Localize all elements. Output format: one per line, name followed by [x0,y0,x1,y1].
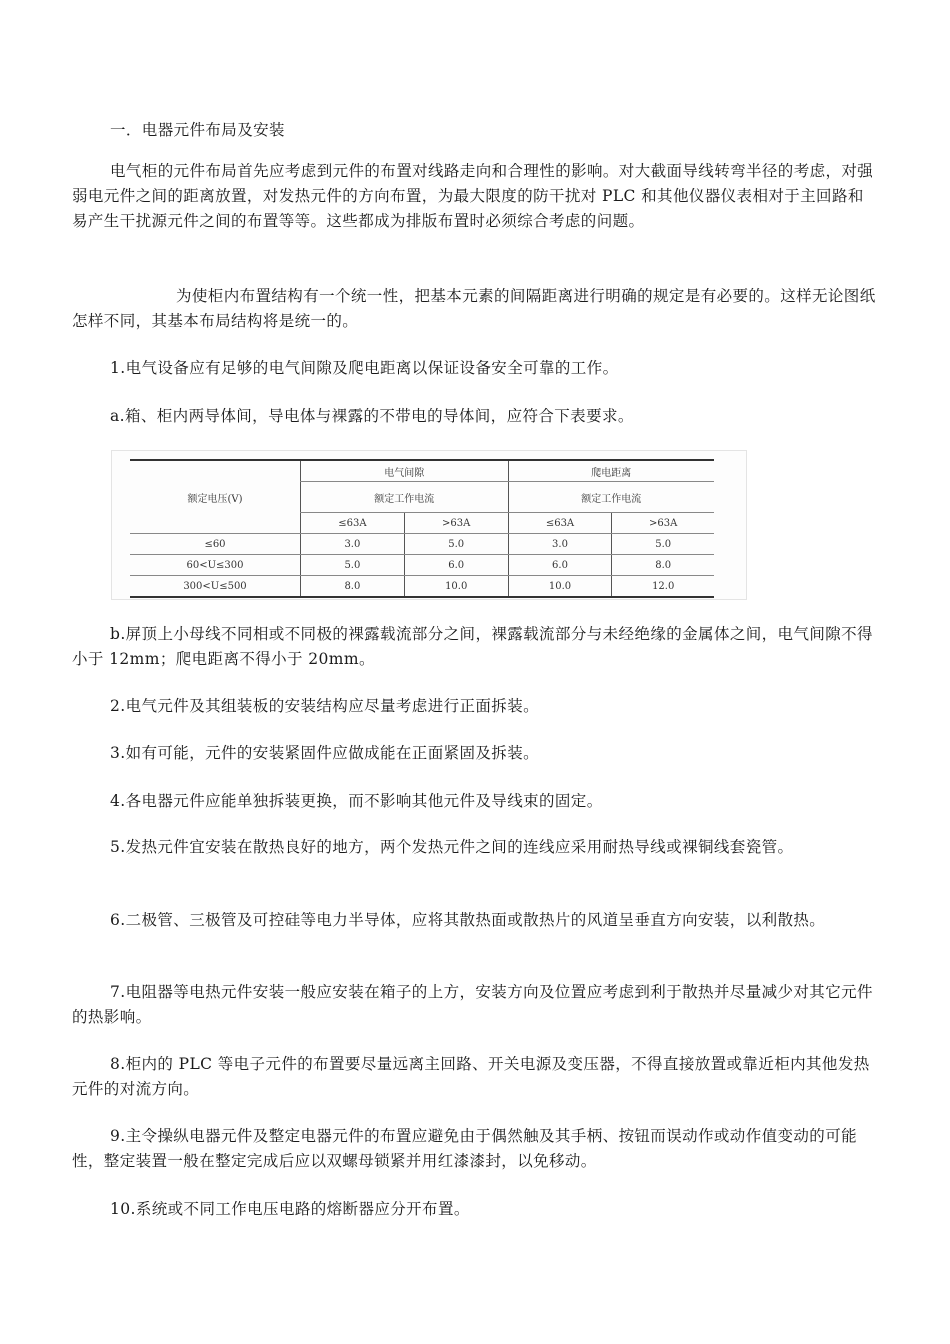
table-row [130,534,714,555]
list-item-7: 7.电阻器等电热元件安装一般应安装在箱子的上方，安装方向及位置应考虑到利于散热并尽量减少对其它元件的热影响。 [72,983,873,1026]
cell-voltage: 60<U≤300 [130,555,301,576]
table-row [130,576,714,598]
cell-voltage: ≤60 [130,534,301,555]
paragraph-uniform-layout: 为使柜内布置结构有一个统一性，把基本元素的间隔距离进行明确的规定是有必要的。这样无论图纸怎样不同，其基本布局结构将是统一的。 [72,287,876,330]
header-rated-current-clearance: 额定工作电流 [301,482,509,513]
cell-value: 12.0 [612,576,714,598]
list-item-4: 4.各电器元件应能单独拆装更换，而不影响其他元件及导线束的固定。 [110,792,603,810]
header-le63-creepage: ≤63A [508,513,612,534]
cell-value: 5.0 [301,555,405,576]
clearance-table [130,459,714,598]
cell-value: 5.0 [612,534,714,555]
list-item-5: 5.发热元件宜安装在散热良好的地方，两个发热元件之间的连线应采用耐热导线或裸铜线套瓷管。 [110,838,794,856]
list-item-1b: b.屏顶上小母线不同相或不同极的裸露载流部分之间，裸露载流部分与未经绝缘的金属体之间，电气间隙不得小于 12mm；爬电距离不得小于 20mm。 [72,625,873,668]
header-rated-current-creepage: 额定工作电流 [508,482,714,513]
cell-value: 10.0 [404,576,508,598]
table-row [130,555,714,576]
cell-value: 6.0 [404,555,508,576]
cell-value: 3.0 [508,534,612,555]
list-item-9: 9.主令操纵电器元件及整定电器元件的布置应避免由于偶然触及其手柄、按钮而误动作或动作值变动的可能性，整定装置一般在整定完成后应以双螺母锁紧并用红漆漆封，以免移动。 [72,1127,857,1170]
cell-value: 8.0 [301,576,405,598]
cell-value: 3.0 [301,534,405,555]
list-item-8: 8.柜内的 PLC 等电子元件的布置要尽量远离主回路、开关电源及变压器，不得直接放置或靠近柜内其他发热元件的对流方向。 [72,1055,870,1098]
list-item-1: 1.电气设备应有足够的电气间隙及爬电距离以保证设备安全可靠的工作。 [110,359,619,377]
header-gt63-clearance: >63A [404,513,508,534]
header-electrical-clearance: 电气间隙 [301,460,509,482]
list-item-10: 10.系统或不同工作电压电路的熔断器应分开布置。 [110,1200,470,1218]
section-heading: 一．电器元件布局及安装 [110,121,285,139]
header-rated-voltage: 额定电压(V) [130,460,301,534]
list-item-6: 6.二极管、三极管及可控硅等电力半导体，应将其散热面或散热片的风道呈垂直方向安装，以利散热。 [110,911,826,929]
paragraph-layout-considerations: 电气柜的元件布局首先应考虑到元件的布置对线路走向和合理性的影响。对大截面导线转弯半径的考虑，对强弱电元件之间的距离放置，对发热元件的方向布置，为最大限度的防干扰对 PLC 和其他仪器仪表相对于主回路和易产生干扰源元件之间的布置等等。这些都成为排版布置时必须综合考虑的问题。 [72,162,874,230]
list-item-2: 2.电气元件及其组装板的安装结构应尽量考虑进行正面拆装。 [110,697,539,715]
cell-value: 8.0 [612,555,714,576]
cell-value: 6.0 [508,555,612,576]
list-item-3: 3.如有可能，元件的安装紧固件应做成能在正面紧固及拆装。 [110,744,539,762]
header-creepage-distance: 爬电距离 [508,460,714,482]
list-item-1a: a.箱、柜内两导体间，导电体与裸露的不带电的导体间，应符合下表要求。 [110,407,634,425]
cell-value: 5.0 [404,534,508,555]
header-gt63-creepage: >63A [612,513,714,534]
cell-value: 10.0 [508,576,612,598]
cell-voltage: 300<U≤500 [130,576,301,598]
clearance-table-image [111,450,747,600]
header-le63-clearance: ≤63A [301,513,405,534]
